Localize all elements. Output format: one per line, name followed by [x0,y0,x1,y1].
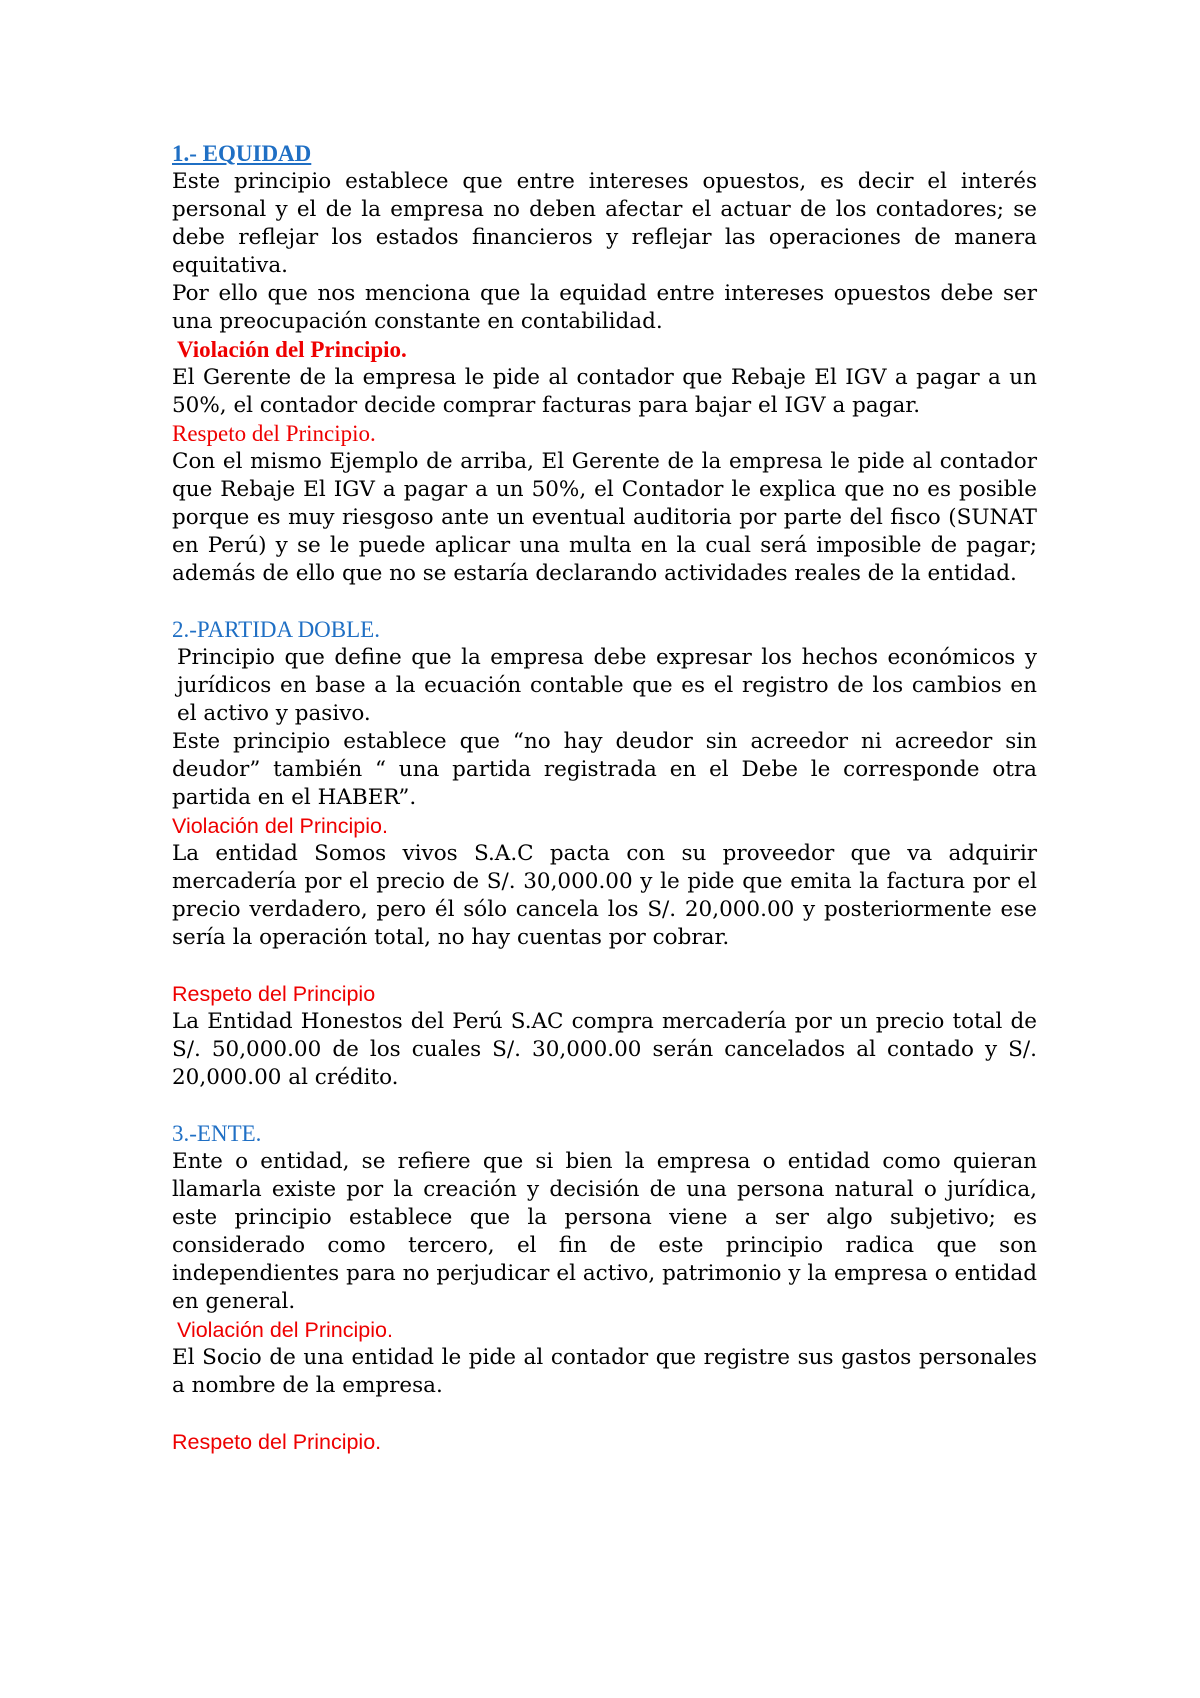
paragraph: Principio que define que la empresa debe expresar los hechos económicos y jurídicos en base a la ecuación contable que es el registro de los cambios en el activo y pasivo. [177,645,1037,726]
violation-heading: Violación del Principio. [172,814,388,838]
section-title-equidad: 1.- EQUIDAD [172,141,312,166]
section-title-ente: 3.-ENTE. [172,1121,262,1146]
paragraph: El Socio de una entidad le pide al contador que registre sus gastos personales a nombre de la empresa. [172,1345,1037,1398]
paragraph: El Gerente de la empresa le pide al contador que Rebaje El IGV a pagar a un 50%, el contador decide comprar facturas para bajar el IGV a pagar. [172,365,1037,418]
paragraph: Con el mismo Ejemplo de arriba, El Gerente de la empresa le pide al contador que Rebaje El IGV a pagar a un 50%, el Contador le explica que no es posible porque es muy riesgoso ante un eventual auditoria por parte del fisco (SUNAT en Perú) y se le puede aplicar una multa en la cual será imposible de pagar; además de ello que no se estaría declarando actividades reales de la entidad. [172,449,1037,586]
respect-heading: Respeto del Principio. [172,1430,382,1454]
paragraph: Ente o entidad, se refiere que si bien la empresa o entidad como quieran llamarla existe por la creación y decisión de una persona natural o jurídica, este principio establece que la persona viene a ser algo subjetivo; es considerado como tercero, el fin de este principio radica que son independientes para no perjudicar el activo, patrimonio y la empresa o entidad en general. [172,1149,1037,1314]
paragraph: La entidad Somos vivos S.A.C pacta con su proveedor que va adquirir mercadería por el precio de S/. 30,000.00 y le pide que emita la factura por el precio verdadero, pero él sólo cancela los S/. 20,000.00 y posteriormente ese sería la operación total, no hay cuentas por cobrar. [172,841,1037,950]
document-page [172,140,1037,1456]
paragraph: Este principio establece que entre intereses opuestos, es decir el interés personal y el de la empresa no deben afectar el actuar de los contadores; se debe reflejar los estados financieros y reflejar las operaciones de manera equitativa. [172,169,1037,278]
paragraph: Por ello que nos menciona que la equidad entre intereses opuestos debe ser una preocupación constante en contabilidad. [172,281,1037,334]
violation-heading: Violación del Principio. [177,1318,393,1342]
paragraph: La Entidad Honestos del Perú S.AC compra mercadería por un precio total de S/. 50,000.00 de los cuales S/. 30,000.00 serán cancelados al contado y S/. 20,000.00 al crédito. [172,1009,1037,1090]
respect-heading: Respeto del Principio [172,982,376,1006]
violation-heading: Violación del Principio. [177,337,407,362]
paragraph: Este principio establece que “no hay deudor sin acreedor ni acreedor sin deudor” también “ una partida registrada en el Debe le corresponde otra partida en el HABER”. [172,729,1037,810]
section-title-partida-doble: 2.-PARTIDA DOBLE. [172,617,380,642]
respect-heading: Respeto del Principio. [172,421,376,446]
